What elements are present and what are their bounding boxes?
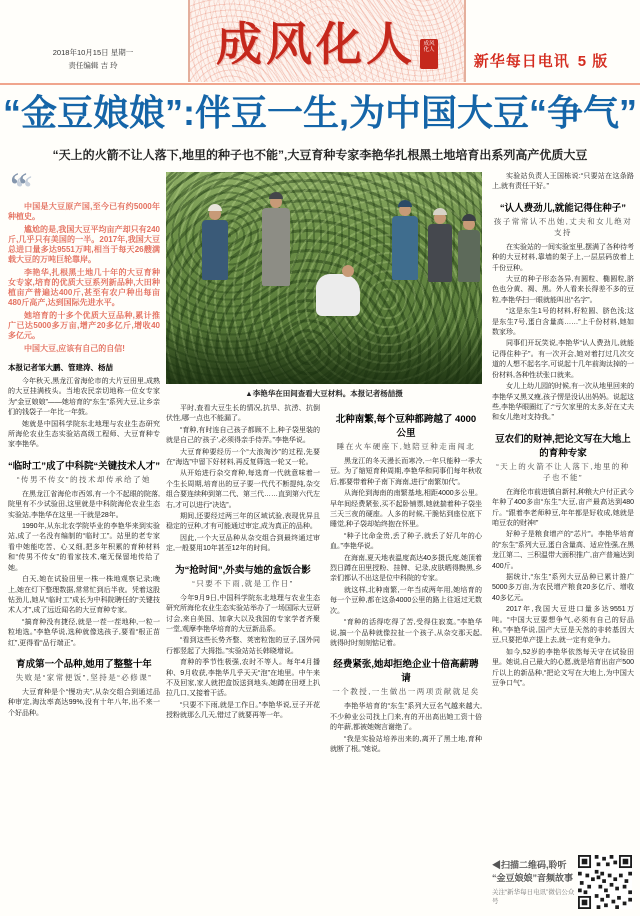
pull-quote-paragraph: 李艳华,扎根黑土地几十年的大豆育种女专家,培育的优质大豆系列新品种,大田种植亩产普遍达400斤,甚至有农户种出每亩480斤高产,达到国际先进水平。: [8, 268, 160, 307]
column-3: [330, 404, 482, 916]
photo-caption: ▲李艳华在田间查看大豆材料。本报记者杨喆摄: [245, 389, 403, 398]
section-kicker: “只要不下雨,就是工作日”: [192, 578, 294, 588]
section-kicker: 一个教授,一生做出一两项贡献就足矣: [332, 687, 480, 697]
body-paragraph: 平时,查看大豆生长的情况,抗旱、抗涝、抗倒伏性,哪一点也不能漏了。: [166, 405, 320, 423]
body-paragraph: 据统计,“东生”系列大豆品种已累计推广5000多万亩,为农民增产粮食20多亿斤、增收40多亿元。: [492, 573, 634, 602]
body-paragraph: 1990年,从东北农学院毕业的李艳华来到实验站,成了一名没有编制的“临时工”。站里的老专家看中她能吃苦、心又细,把多年积累的育种材料和“传男不传女”的看家技术,毫无保留地传给了她。: [8, 523, 160, 572]
date-line: 2018年10月15日 星期一: [52, 48, 134, 57]
paper-name-block: [456, 50, 626, 71]
section-crosshead: 经费紧张,她却拒绝企业十倍高薪聘请: [333, 659, 479, 685]
qr-cta-line2: “金豆娘娘”音频故事: [492, 872, 574, 883]
section-crosshead: 豆农们的财神,把论文写在大地上的育种专家: [495, 433, 631, 459]
body-paragraph: 白天,她在试验田里一株一株地观察记录;晚上,她在灯下整理数据,常常忙到后半夜。凭着这股钻劲儿,她从“临时工”成长为中科院聘任的“关键技术人才”,成了远近闻名的大豆育种专家。: [8, 576, 160, 615]
body-paragraph: 从开始进行杂交育种,每选育一代就意味着一个生长周期,培育出的豆子要一代代不断提纯,杂交组合要连续种到第二代、第三代……直到第六代左右,才可以进行“决选”。: [166, 470, 320, 509]
column-1: [8, 172, 160, 916]
qr-code: [578, 855, 632, 909]
body-paragraph: 李艳华培育的“东生”系列大豆名气越来越大,不少种业公司找上门来,有的开出高出她工资十倍的年薪,都被她婉言谢绝了。: [330, 703, 482, 732]
editor-line: 责任编辑 吉 玲: [68, 61, 118, 70]
masthead-seal: 成风化人: [420, 39, 438, 69]
person-figure: [428, 224, 452, 282]
person-figure: [392, 216, 418, 280]
body-paragraph: 在实验站的一间实验室里,摆满了各种待考种的大豆材料,靠墙的架子上,一层层码放着上千份豆种。: [492, 243, 634, 272]
body-paragraph: 今年9月9日,中国科学院东北地理与农业生态研究所海伦农业生态实验站举办了一场国际大豆研讨会,来自美国、加拿大以及我国的专家学者齐聚一堂,观摩李艳华培育的大豆新品系。: [166, 594, 320, 633]
pull-quote-paragraph: 她培育的十多个优质大豆品种,累计推广已达5000多万亩,增产20多亿斤,增收40多亿元。: [8, 311, 160, 340]
masthead-title: 成风化人: [216, 19, 416, 70]
body-paragraph: “搞育种没有捷径,就是一茬一茬地种,一粒一粒地选。”李艳华说,选种就像选孩子,要看“根正苗红”,更得看“品行端正”。: [8, 618, 160, 647]
section-crosshead: 为“抢时间”,外卖与她的盒饭合影: [175, 564, 311, 576]
body-paragraph: 她就是中国科学院东北地理与农业生态研究所海伦农业生态实验站高级工程师、大豆育种专家李艳华。: [8, 420, 160, 449]
body-paragraph: “看到这些长势齐整、荚密粒饱的豆子,国外同行都竖起了大拇指。”实验站站长韩晓增说。: [166, 637, 320, 655]
column-4: [492, 172, 634, 848]
section-kicker: 睡在火车硬座下,她陪豆种走南闯北: [336, 442, 476, 451]
body-paragraph: 在海南,夏天地表温度高达40多摄氏度,她顶着烈日蹲在田里授粉、挂牌、记录,皮肤晒得黝黑,乡亲们都认不出这是位中科院的专家。: [330, 554, 482, 583]
body-paragraph: “种子比命金贵,丢了种子,就丢了好几年的心血。”李艳华说。: [330, 532, 482, 551]
qr-note: 关注“新华每日电讯”微信公众号: [492, 888, 575, 905]
body-paragraph: 期间,还要经过两三年的区域试验,表现优异且稳定的豆种,才有可能通过审定,成为真正的品种。: [166, 513, 320, 531]
person-figure: [262, 208, 290, 286]
subheadline: “天上的火箭不让人落下,地里的种子也不能”,大豆育种专家李艳华扎根黑土地培育出系列高产优质大豆: [52, 148, 588, 162]
page-header: [0, 0, 640, 84]
body-paragraph: “育种,有时连自己孩子都顾不上,种子袋里装的就是自己的‘孩子’,必须得亲手侍弄。”李艳华说。: [166, 426, 320, 445]
body-paragraph: 因此,一个大豆品种从杂交组合到最终通过审定,一般要用10年甚至12年的时间。: [166, 534, 320, 553]
section-kicker: “天上的火箭不让人落下,地里的种子也不能”: [496, 461, 630, 482]
paper-name: 新华每日电讯: [473, 53, 570, 70]
body-paragraph: “育种的活得吃得了苦,受得住寂寞。”李艳华说,搞一个品种就像拉扯一个孩子,从杂交那天起,就得时时刻刻惦记着。: [330, 619, 482, 647]
pull-quote-paragraph: 中国是大豆原产国,至今已有约5000年种植史。: [8, 202, 160, 221]
body-paragraph: 实验站负责人王国栋说:“只要站在这条路上,就有责任干好。”: [492, 173, 634, 191]
body-paragraph: 今年秋天,黑龙江省海伦市的大片豆田里,成熟的大豆挂满枝头。当地农民亲切地称一位女专家为“金豆娘娘”——她培育的“东生”系列大豆,让乡亲们的钱袋子一年比一年鼓。: [8, 378, 160, 417]
body-paragraph: 2017年,我国大豆进口量多达9551万吨。“中国大豆要想争气,必须有自己的好品种。”李艳华说,国产大豆是天然的非转基因大豆,只要把单产提上去,就一定有竞争力。: [492, 606, 634, 645]
person-figure: [458, 230, 480, 282]
section-crosshead: 育成第一个品种,她用了整整十年: [16, 658, 152, 670]
column-1-flow: [8, 377, 160, 719]
qr-promo-block: [492, 852, 634, 912]
body-paragraph: 就这样,北种南繁,一年当成两年用,她培育的每一个豆种,都在这条4000公里的路上往返过无数次。: [330, 586, 482, 615]
body-paragraph: 大豆的种子形态各异,有圆粒、椭圆粒,脐色也分黄、褐、黑。外人看来长得差不多的豆粒,李艳华扫一眼就能叫出“名字”。: [492, 276, 634, 304]
body-paragraph: 如今,52岁的李艳华依然每天守在试验田里。她说,自己最大的心愿,就是培育出亩产500斤以上的新品种,“把论文写在大地上,为中国大豆争口气”。: [492, 648, 634, 688]
section-kicker: 失败是“家常便饭”,坚持是“必修课”: [15, 672, 153, 682]
section-crosshead: 北种南繁,每个豆种都跨越了 4000 公里: [335, 414, 477, 439]
body-paragraph: 大豆育种要经历一个“大浪淘沙”的过程,先要在“海选”中留下好材料,再反复筛选一轮又一轮。: [166, 448, 320, 467]
byline: 本报记者邹大鹏、管建涛、杨喆: [8, 363, 113, 372]
headline: “金豆娘娘”:伴豆一生,为中国大豆“争气”: [3, 92, 637, 133]
pull-quote-paragraph: 尴尬的是,我国大豆平均亩产却只有240斤,几乎只有美国的一半。2017年,我国大豆总进口量多达9551万吨,相当于每天26艘满载大豆的万吨巨轮靠岸。: [8, 225, 160, 264]
person-figure: [202, 220, 228, 280]
foreground-plants: [166, 326, 482, 384]
body-paragraph: “只要不下雨,就是工作日。”李艳华说,豆子开花授粉就那么几天,错过了就要再等一年。: [166, 701, 320, 720]
person-figure-crouching: [316, 274, 360, 316]
body-paragraph: 育种的季节性极强,农时不等人。每年4月播种、9月收获,李艳华几乎天天“泡”在地里。中午来不及回家,家人就把盒饭送到地头,她蹲在田埂上扒拉几口,又接着干活。: [166, 659, 320, 698]
section-crosshead: “临时工”成了中科院“关键技术人才”: [8, 460, 160, 472]
pull-quote-paragraph: 中国大豆,应该有自己的自信!: [24, 344, 125, 353]
header-rule: [0, 83, 640, 85]
body-paragraph: 在黑龙江省海伦市西郊,有一个不起眼的院落,院里有不少试验田,这里就是中科院海伦农业生态实验站,李艳华在这里一干就是28年。: [8, 490, 160, 519]
body-paragraph: 好种子是粮食增产的“芯片”。李艳华培育的“东生”系列大豆,蛋白含量高、适应性强,在黑龙江第二、三积温带大面积推广,亩产普遍达到400斤。: [492, 531, 634, 570]
body-paragraph: 黑龙江的冬天漫长而寒冷,一年只能种一季大豆。为了缩短育种周期,李艳华和同事们每年秋收后,都要带着种子南下海南,进行“南繁加代”。: [330, 458, 482, 486]
body-paragraph: “我是实验站培养出来的,离开了黑土地,育种就断了根。”她说。: [330, 735, 482, 753]
masthead-banner: [188, 0, 466, 82]
qr-cta-line1: ◀扫描二维码,聆听: [492, 859, 567, 870]
body-paragraph: 同事们开玩笑说,李艳华“认人费劲儿,就能记得住种子”。有一次开会,她对着打过几次交道的人想不起名字,可说起十几年前淘汰掉的一份材料,各种性状张口就来。: [492, 340, 634, 379]
body-paragraph: 在海伦市前进镇自新村,种粮大户付正武今年种了400多亩“东生”大豆,亩产最高达到480斤。“跟着李老师种豆,年年都是好收成,她就是咱豆农的财神!”: [492, 488, 634, 527]
column-2: [166, 404, 320, 916]
body-paragraph: 大豆育种是个“慢功夫”,从杂交组合到通过品种审定,淘汰率高达99%,没有十年八年,出不来一个好品种。: [8, 688, 160, 717]
qr-cta-text: [492, 859, 578, 906]
section-kicker: “传男不传女”的技术却传承给了她: [17, 474, 151, 484]
pull-quote-block: [8, 202, 160, 354]
section-kicker: 孩子常常认不出她,丈夫和女儿绝对支持: [493, 216, 633, 237]
photo-soybean-field: [166, 172, 482, 384]
section-crosshead: “认人费劲儿,就能记得住种子”: [499, 202, 627, 214]
quotation-mark-icon: “: [10, 172, 28, 209]
body-paragraph: “这是东生1号的材料,籽粒圆、脐色浅;这是东生7号,蛋白含量高……”上千份材料,她如数家珍。: [492, 308, 634, 337]
page-number: 5 版: [577, 53, 609, 70]
body-paragraph: 女儿上幼儿园的时候,有一次从地里回来的李艳华又黑又瘦,孩子愣是没认出妈妈。说起这些,李艳华眼圈红了:“亏欠家里的太多,好在丈夫和女儿绝对支持我。”: [492, 383, 634, 422]
dateline-block: [18, 46, 168, 72]
body-paragraph: 从海伦到海南的南繁基地,相距4000多公里。早年间经费紧张,买不起卧铺票,她就揣着种子袋坐三天三夜的硬座。人多的时候,干脆钻到座位底下睡觉,种子袋却始终抱在怀里。: [330, 490, 482, 529]
